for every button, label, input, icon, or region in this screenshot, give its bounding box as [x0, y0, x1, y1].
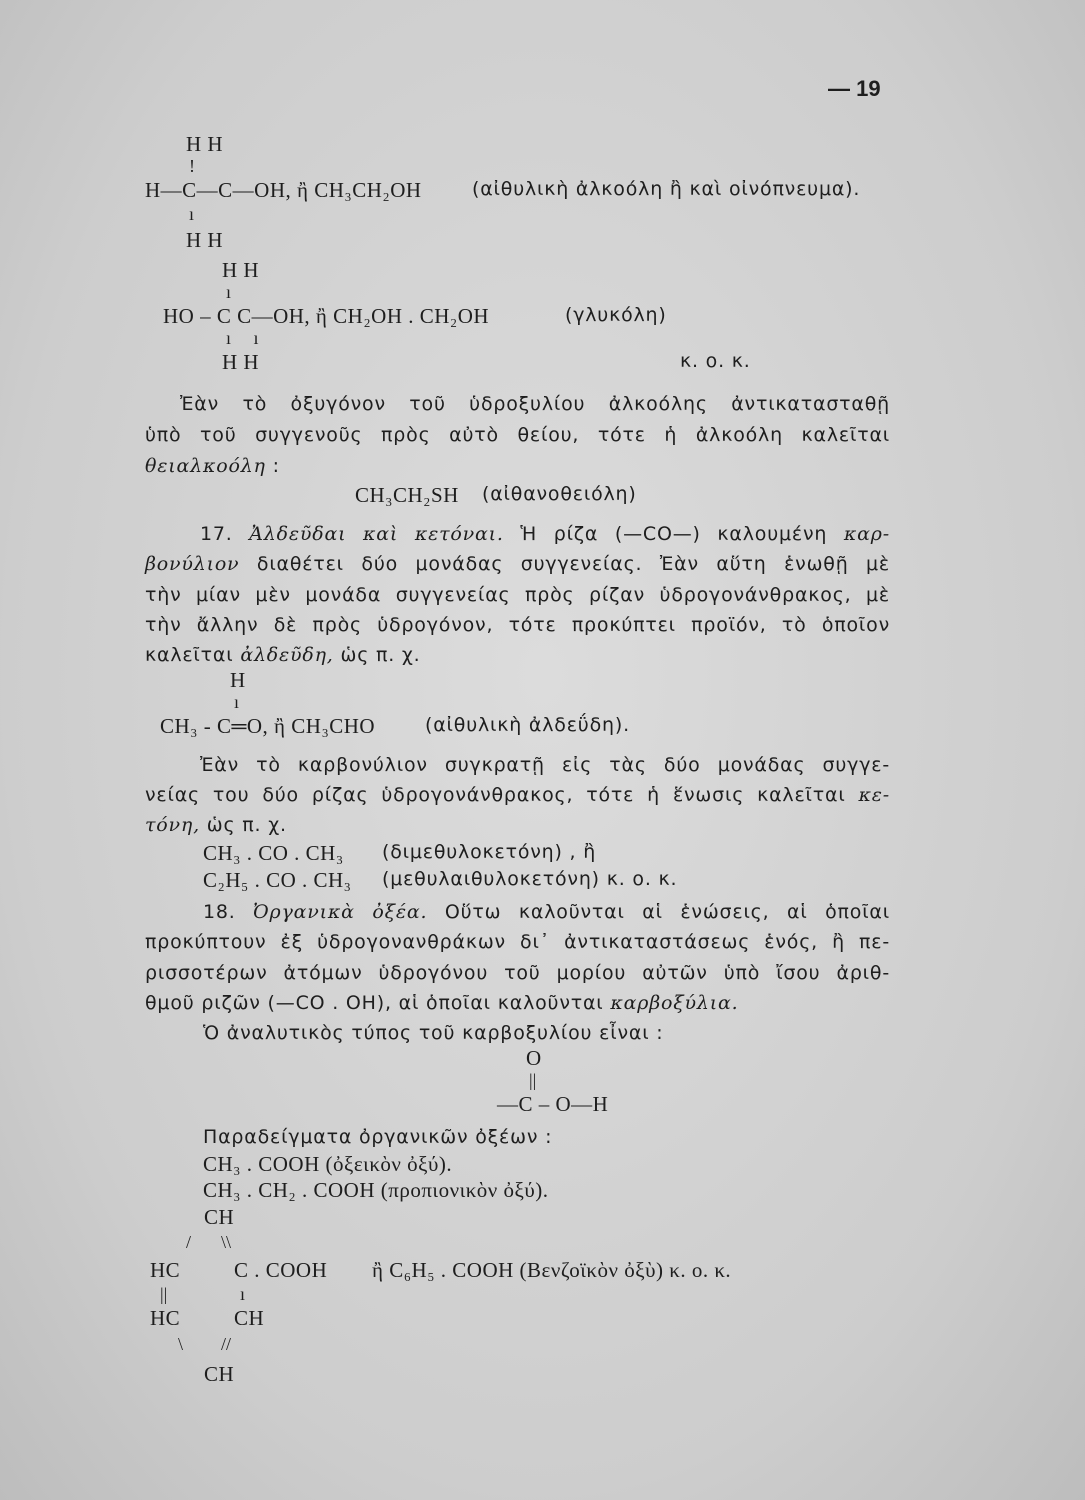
s17-line-4: τὴν ἄλλην δὲ πρὸς ὑδρογόνον, τότε προκύπτει προϊόν, τὸ ὁποῖον [145, 614, 890, 636]
benzene-ch: CH [234, 1306, 265, 1330]
s17-line-1-rest: Ἡ ρίζα (—CO—) καλουμένη [503, 523, 828, 545]
aldehyde-formula: CH₃ - C═O, ἢ CH₃CHO [160, 714, 376, 738]
benzene-bond-right: ı [240, 1284, 246, 1304]
ethanol-top-hydrogens: H H [186, 132, 224, 156]
carboxyl-double-bond: || [529, 1070, 537, 1090]
thio-line-1: Ἐὰν τὸ ὀξυγόνον τοῦ ὑδροξυλίου ἀλκοόλης ἀντικατασταθῇ [180, 393, 890, 415]
s17-line-1 [200, 523, 890, 545]
ketone-example-1: CH₃ . CO . CH₃ [203, 841, 344, 865]
s17-line-5 [145, 644, 890, 666]
acid-example-1: CH₃ . COOH (ὀξεικὸν ὀξύ). [203, 1152, 453, 1176]
s18-line-1 [203, 901, 890, 923]
thio-formula: CH₃CH₂SH [355, 483, 459, 507]
s18-title: Ὀργανικὰ ὀξέα. [253, 901, 428, 923]
carboxyl-oxygen: O [526, 1046, 542, 1070]
benzene-bond-right-bottom: // [221, 1334, 232, 1354]
s17-term-carbonyl-1: καρ- [843, 523, 890, 545]
carboxyl-row: —C – O—H [497, 1092, 609, 1116]
s18-line-5: Ὁ ἀναλυτικὸς τύπος τοῦ καρβοξυλίου εἶναι : [203, 1022, 664, 1044]
s17-line-3: τὴν μίαν μὲν μονάδα συγγενείας πρὸς ρίζαν ὑδρογονάνθρακος, μὲ [145, 584, 890, 606]
ethanol-label: (αἰθυλικὴ ἀλκοόλη ἢ καὶ οἰνόπνευμα). [472, 178, 861, 200]
benzene-hc-1: HC [150, 1258, 181, 1282]
thio-formula-label: (αἰθανοθειόλη) [482, 483, 637, 505]
s18-line-1-rest: Οὕτω καλοῦνται αἱ ἑνώσεις, αἱ ὁποῖαι [427, 901, 890, 923]
glycol-etc: κ. ο. κ. [680, 350, 751, 372]
s17-term-aldehyde: ἀλδεῦδη, [240, 644, 334, 666]
s18-line-4-pre: θμοῦ ριζῶν (—CO . OH), αἱ ὁποῖαι καλοῦνται [145, 992, 611, 1014]
glycol-label: (γλυκόλη) [565, 304, 667, 326]
ketone-term-1: κε- [858, 784, 890, 806]
s18-term-carboxyl: καρβοξύλια. [610, 992, 739, 1014]
thio-term: θειαλκοόλη [145, 455, 266, 477]
ethanol-structure: H—C—C—OH, ἢ CH₃CH₂OH [145, 178, 422, 202]
s18-line-4 [145, 992, 890, 1014]
ethanol-bond-bottom: ı [189, 204, 195, 224]
glycol-structure: HO – C C—OH, ἢ CH₂OH . CH₂OH [163, 304, 490, 328]
benzene-bottom-ch: CH [204, 1362, 235, 1386]
ketone-example-2: C₂H₅ . CO . CH₃ [203, 868, 352, 892]
ketone-term-2: τόνη, [145, 814, 200, 836]
benzene-c-cooh: C . COOH [234, 1258, 328, 1282]
ketone-example-2-label: (μεθυλαιθυλοκετόνη) κ. ο. κ. [382, 868, 678, 890]
ethanol-bottom-hydrogens: H H [186, 228, 224, 252]
ethanol-bond-top: ! [189, 156, 195, 176]
glycol-bonds-bottom: ı ı [226, 328, 259, 348]
s18-line-3: ρισσοτέρων ἀτόμων ὑδρογόνου τοῦ μορίου αὐτῶν ὑπὸ ἴσου ἀριθ- [145, 962, 890, 984]
benzene-hc-2: HC [150, 1306, 181, 1330]
ketone-line-3 [145, 814, 890, 836]
s18-number: 18. [203, 901, 254, 923]
ketone-line-1: Ἐὰν τὸ καρβονύλιον συγκρατῇ εἰς τὰς δύο μονάδας συγγε- [200, 754, 890, 776]
benzene-top-ch: CH [204, 1205, 235, 1229]
s17-line-5-pre: καλεῖται [145, 644, 241, 666]
ketone-line-2-pre: νείας του δύο ρίζας ὑδρογονάνθρακος, τότε ἡ ἕνωσις καλεῖται [145, 784, 846, 806]
glycol-top-hydrogens: H H [222, 258, 260, 282]
benzene-bond-left-double: || [160, 1284, 168, 1304]
s17-line-5-post: ὡς π. χ. [333, 644, 421, 666]
benzene-bond-right-top: \\ [221, 1232, 232, 1252]
ketone-line-3-post: ὡς π. χ. [199, 814, 287, 836]
s17-line-2-rest: διαθέτει δύο μονάδας συγγενείας. Ἐὰν αὕτη ἑνωθῇ μὲ [239, 553, 890, 575]
thio-line-2: ὑπὸ τοῦ συγγενοῦς πρὸς αὐτὸ θείου, τότε ἡ ἀλκοόλη καλεῖται [145, 424, 890, 446]
s17-term-carbonyl-2: βονύλιον [145, 553, 240, 575]
benzene-bond-left-bottom: \ [178, 1334, 184, 1354]
s17-title: Ἀλδεῦδαι καὶ κετόναι. [249, 523, 504, 545]
s18-line-2: προκύπτουν ἐξ ὑδρογονανθράκων δι᾽ ἀντικαταστάσεως ἑνός, ἢ πε- [145, 931, 890, 953]
aldehyde-bond: ı [234, 692, 240, 712]
page-number: — 19 [828, 76, 881, 101]
thio-term-suffix: : [265, 455, 280, 477]
aldehyde-label: (αἰθυλικὴ ἀλδεΰδη). [425, 714, 630, 736]
examples-title: Παραδείγματα ὀργανικῶν ὀξέων : [203, 1126, 553, 1148]
ketone-line-2 [145, 784, 890, 806]
thio-line-3 [145, 455, 890, 477]
benzoic-acid-formula: ἢ C₆H₅ . COOH (Βενζοϊκὸν ὀξὺ) κ. ο. κ. [372, 1258, 732, 1282]
benzene-bond-left-top: / [186, 1232, 192, 1252]
glycol-bond-top: ı [226, 282, 232, 302]
ketone-example-1-label: (διμεθυλοκετόνη) , ἢ [382, 841, 597, 863]
s17-line-2 [145, 553, 890, 575]
aldehyde-hydrogen: H [230, 668, 246, 692]
glycol-bottom-hydrogens: H H [222, 350, 260, 374]
s17-number: 17. [200, 523, 250, 545]
acid-example-2: CH₃ . CH₂ . COOH (προπιονικὸν ὀξύ). [203, 1178, 549, 1202]
